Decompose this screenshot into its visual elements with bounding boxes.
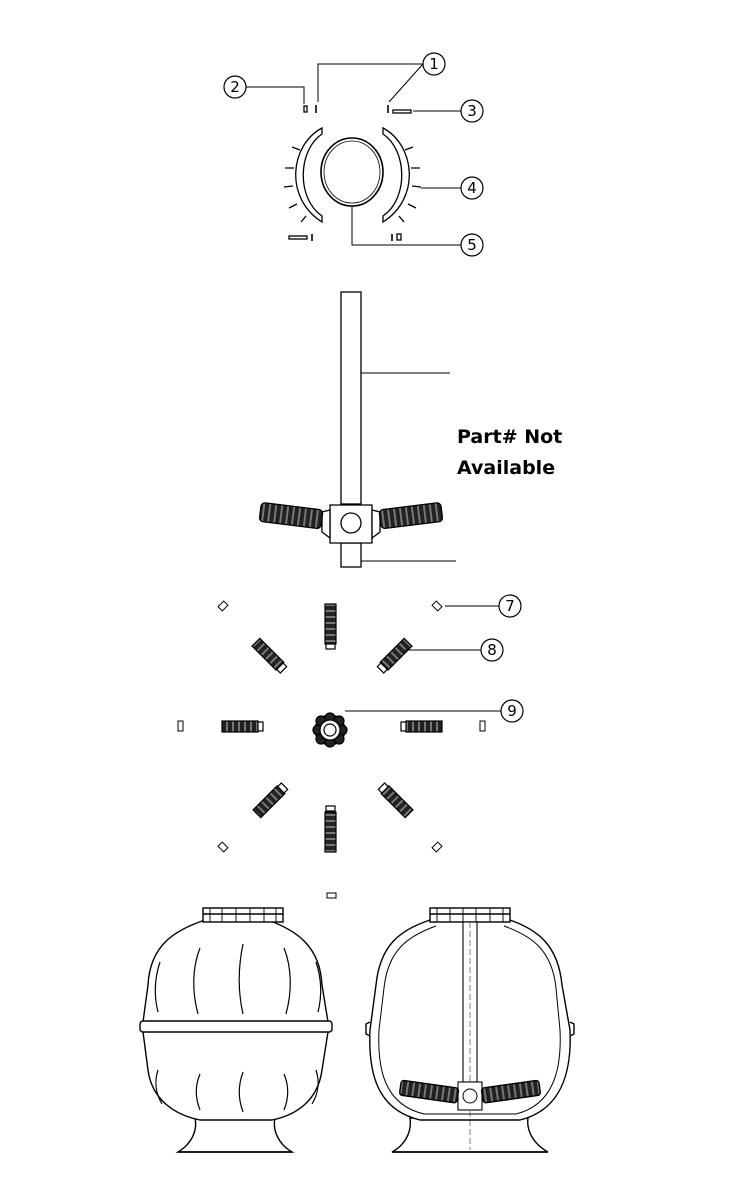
clamp-half-left bbox=[296, 128, 322, 222]
lateral bbox=[222, 721, 258, 732]
lateral bbox=[325, 812, 336, 852]
end-cap bbox=[178, 721, 183, 731]
tank-neck bbox=[203, 908, 283, 922]
callout-label-4: 4 bbox=[467, 179, 477, 197]
callout-labels bbox=[230, 55, 517, 720]
end-cap bbox=[327, 893, 336, 898]
nut bbox=[397, 234, 401, 240]
leader-lines-top bbox=[246, 64, 461, 245]
screw bbox=[393, 110, 411, 113]
o-ring bbox=[321, 138, 383, 206]
tank-cutaway-neck bbox=[430, 908, 510, 922]
nut bbox=[304, 106, 307, 112]
lateral bbox=[253, 786, 285, 818]
leader-lines-star bbox=[345, 606, 501, 711]
note-line-2: Available bbox=[457, 457, 556, 479]
lateral-star bbox=[178, 601, 485, 898]
lateral bbox=[325, 604, 336, 644]
part-not-available-note bbox=[457, 422, 562, 484]
callout-label-7: 7 bbox=[505, 597, 515, 615]
lateral bbox=[252, 638, 284, 670]
tank-body bbox=[143, 920, 328, 1120]
tank-cutaway bbox=[366, 908, 574, 1152]
end-cap bbox=[480, 721, 485, 731]
end-cap bbox=[218, 842, 228, 852]
lateral bbox=[381, 786, 413, 818]
end-cap bbox=[218, 601, 228, 611]
callout-label-1: 1 bbox=[429, 55, 439, 73]
lateral-right bbox=[379, 502, 443, 528]
standpipe-assembly bbox=[259, 292, 443, 567]
callouts bbox=[224, 53, 523, 722]
end-cap bbox=[432, 601, 442, 611]
standpipe bbox=[341, 292, 361, 504]
lateral-left bbox=[259, 502, 323, 528]
callout-label-2: 2 bbox=[230, 78, 240, 96]
tank-exterior bbox=[140, 908, 332, 1152]
end-cap bbox=[432, 842, 442, 852]
center-hub bbox=[313, 713, 347, 747]
lateral bbox=[406, 721, 442, 732]
callout-label-3: 3 bbox=[467, 102, 477, 120]
note-line-1: Part# Not bbox=[457, 426, 563, 448]
callout-label-8: 8 bbox=[487, 641, 497, 659]
callout-label-5: 5 bbox=[467, 236, 477, 254]
clamp-half-right bbox=[383, 128, 409, 222]
screw bbox=[289, 236, 307, 239]
lateral bbox=[380, 638, 412, 670]
callout-label-9: 9 bbox=[507, 702, 517, 720]
tank-base bbox=[178, 1118, 292, 1152]
